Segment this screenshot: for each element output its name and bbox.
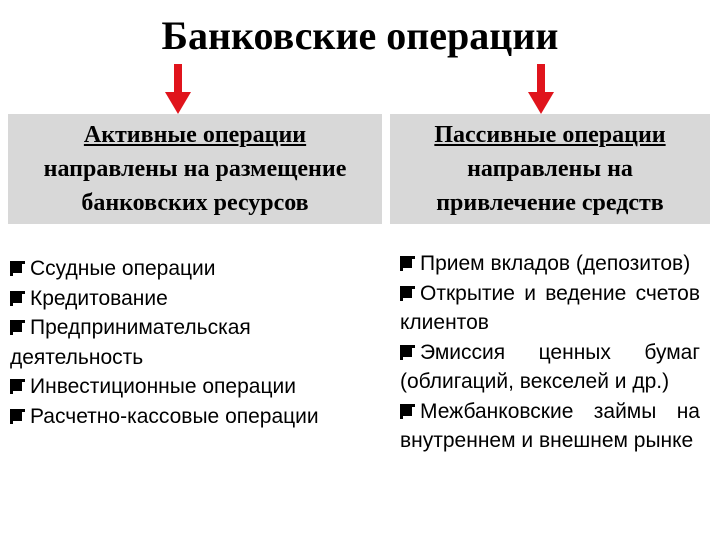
active-operations-heading <box>8 114 382 224</box>
list-item-text: Предпринимательская деятельность <box>10 316 251 369</box>
down-arrow-icon <box>526 64 556 114</box>
list-item-text: Инвестиционные операции <box>30 375 296 398</box>
list-item-text: Эмиссия ценных бумаг (облигаций, векселей и др.) <box>400 340 700 393</box>
list-item-text: Межбанковские займы на внутреннем и внешнем рынке <box>400 399 700 452</box>
active-heading-line3: банковских ресурсов <box>81 190 309 216</box>
list-item <box>400 397 700 456</box>
passive-operations-heading <box>390 114 710 224</box>
list-item-text: Открытие и ведение счетов клиентов <box>400 281 700 334</box>
list-item <box>10 254 372 284</box>
checkbox-bullet-icon <box>10 261 25 276</box>
list-item-text: Кредитование <box>30 286 168 310</box>
list-item <box>10 284 372 314</box>
checkbox-bullet-icon <box>10 409 25 424</box>
checkbox-bullet-icon <box>400 286 415 301</box>
passive-heading-line2: направлены на <box>467 156 633 182</box>
list-item-text: Прием вкладов (депозитов) <box>420 252 691 275</box>
diagram-title: Банковские операции <box>161 13 559 58</box>
passive-heading-line1: Пассивные операции <box>434 122 666 148</box>
active-heading-line2: направлены на размещение <box>43 156 347 182</box>
checkbox-bullet-icon <box>400 345 415 360</box>
passive-operations-list <box>400 249 700 456</box>
active-heading-line1: Активные операции <box>83 122 307 148</box>
list-item-text: Расчетно-кассовые операции <box>30 404 319 428</box>
list-item <box>400 249 700 279</box>
list-item <box>400 338 700 397</box>
down-arrow-icon <box>163 64 193 114</box>
checkbox-bullet-icon <box>10 320 25 335</box>
list-item <box>10 372 372 402</box>
list-item-text: Ссудные операции <box>30 257 216 280</box>
active-operations-list <box>10 254 372 431</box>
list-item <box>400 279 700 338</box>
passive-heading-line3: привлечение средств <box>436 190 664 216</box>
list-item <box>10 402 372 432</box>
checkbox-bullet-icon <box>10 291 25 306</box>
list-item <box>10 313 372 372</box>
checkbox-bullet-icon <box>10 379 25 394</box>
checkbox-bullet-icon <box>400 404 415 419</box>
checkbox-bullet-icon <box>400 256 415 271</box>
